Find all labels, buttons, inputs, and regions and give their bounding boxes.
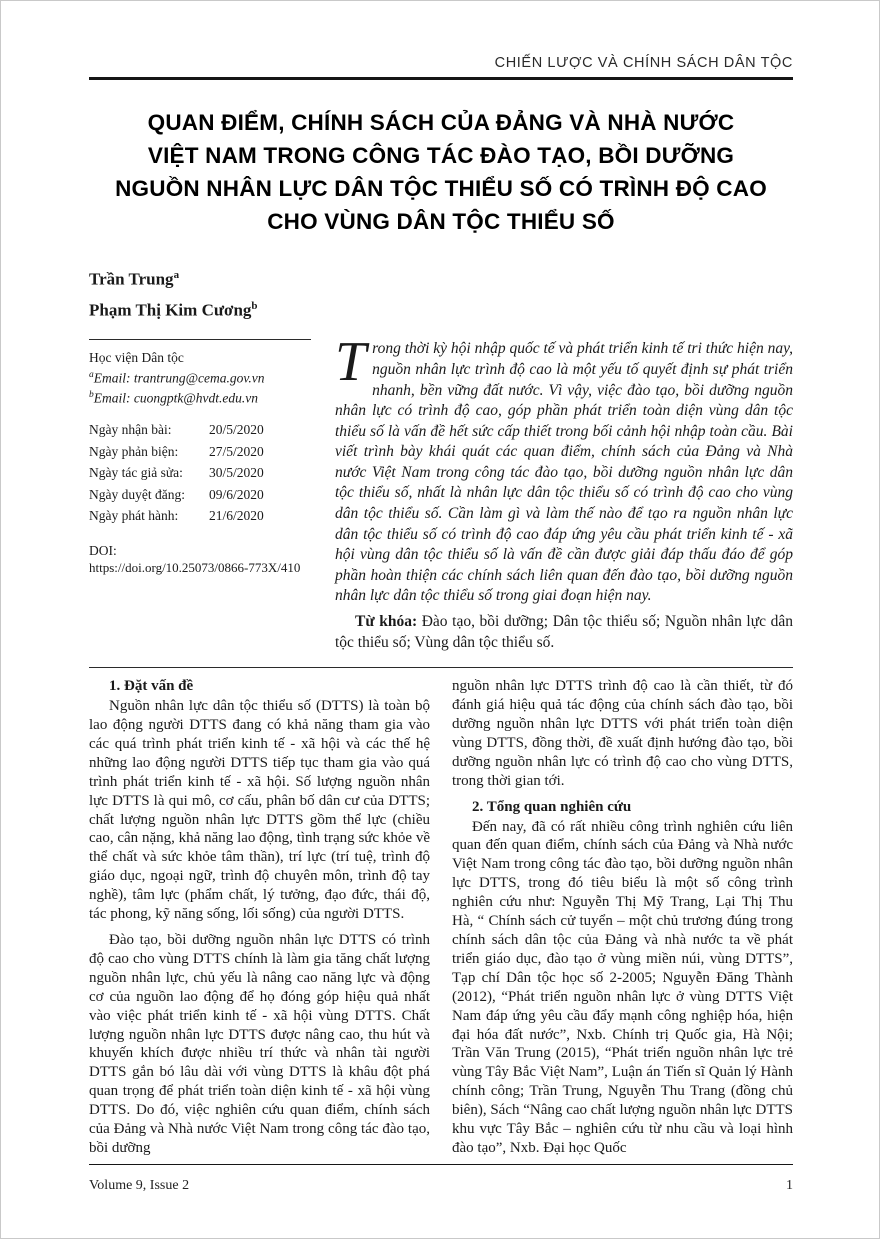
date-row <box>89 484 311 506</box>
journal-running-head: CHIẾN LƯỢC VÀ CHÍNH SÁCH DÂN TỘC <box>494 55 793 71</box>
date-row <box>89 441 311 463</box>
doi-block <box>89 542 311 577</box>
body-paragraph: Đến nay, đã có rất nhiều công trình nghiên cứu liên quan đến quan điểm, chính sách của Đảng và Nhà nước Việt Nam trong công tác đào tạo, bồi dưỡng nguồn nhân lực DTTS, trong đó tiêu biểu là một số công trình nghiên cứu như: Nguyễn Thị Mỹ Trang, Lại Thị Thu Hà, “ Chính sách cử tuyển – một chủ trương đúng trong chính sách dân tộc của Đảng và nhà nước ta về phát triển giáo dục, đào tạo ở vùng miền núi, vùng DTTS”, Tạp chí Dân tộc học số 2-2005; Nguyễn Đăng Thành (2012), “Phát triển nguồn nhân lực ở vùng DTTS Việt Nam đáp ứng yêu cầu đẩy mạnh công nghiệp hóa, hiện đại hóa đất nước”, Nxb. Chính trị Quốc gia, Hà Nội; Trần Văn Trung (2015), “Phát triển nguồn nhân lực trẻ vùng Tây Bắc Việt Nam”, Luận án Tiến sĩ Quản lý Hành chính công; Trần Trung, Nguyễn Thu Trang (đồng chủ biên), Sách “Nâng cao chất lượng nguồn nhân lực DTTS khu vực Tây Bắc – nghiên cứu từ nhu cầu và loại hình đào tạo”, Nxb. Đại học Quốc <box>452 818 793 1156</box>
email-address[interactable]: trantrung@cema.gov.vn <box>133 370 265 386</box>
author-name-text: Trần Trung <box>89 269 174 289</box>
abstract-dropcap: T <box>335 331 367 394</box>
author-name <box>89 293 793 324</box>
article-title-line: NGUỒN NHÂN LỰC DÂN TỘC THIỂU SỐ CÓ TRÌNH ĐỘ CAO <box>115 176 767 201</box>
body-column-left <box>89 677 430 1158</box>
page-footer <box>89 1164 793 1194</box>
article-title <box>89 106 793 238</box>
article-dates <box>89 419 311 527</box>
abstract-body-text: rong thời kỳ hội nhập quốc tế và phát triển kinh tế tri thức hiện nay, nguồn nhân lực trình độ cao là một yếu tố quyết định sự phát triển nhanh, bền vững đất nước. Vì vậy, việc đào tạo, bồi dưỡng nguồn nhân lực có trình độ cao, góp phần phát triển toàn diện vùng dân tộc thiểu số là vấn đề hết sức cấp thiết trong bối cảnh hội nhập toàn cầu. Bài viết trình bày khái quát các quan điểm, chính sách của Đảng và Nhà nước Việt Nam trong công tác đào tạo, bồi dưỡng nguồn nhân lực dân tộc thiểu số, nhất là nhân lực dân tộc thiểu số có trình độ cao cho vùng dân tộc thiểu số. Cần làm gì và làm thế nào để tạo ra nguồn nhân lực dân tộc thiểu số có trình độ cao đáp ứng yêu cầu phát triển kinh tế - xã hội vùng dân tộc thiểu số là vấn đề cần được giải đáp thấu đáo để góp phần hoàn thiện các chính sách liên quan đến đào tạo, bồi dưỡng nguồn nhân lực dân tộc thiểu số trong giai đoạn hiện nay. <box>335 340 793 605</box>
article-title-line: VIỆT NAM TRONG CÔNG TÁC ĐÀO TẠO, BỒI DƯỠNG <box>147 143 735 168</box>
metadata-column <box>89 339 311 653</box>
body-paragraph: Nguồn nhân lực dân tộc thiểu số (DTTS) là toàn bộ lao động người DTTS đang có khả năng tham gia vào các quá trình phát triển kinh tế - xã hội và các thế hệ những lao động người DTTS tiếp tục tham gia vào quá trình phát triển kinh tế - xã hội. Số lượng nguồn nhân lực DTTS là qui mô, cơ cấu, phân bố dân cư của DTTS; chất lượng nguồn nhân lực DTTS gồm thể lực (chiều cao, cân nặng, khả năng lao động, tình trạng sức khỏe về thể chất và sức khỏe tâm thần), trí lực (trí tuệ, trình độ giáo dục, ngoại ngữ, trình độ chuyên môn, trình độ tay nghề), tâm lực (phẩm chất, lý tưởng, đạo đức, thái độ, tác phong, kỹ năng sống, lối sống) của người DTTS. <box>89 698 430 923</box>
section-heading-2: 2. Tổng quan nghiên cứu <box>472 798 632 815</box>
date-value: 21/6/2020 <box>209 508 264 524</box>
header-rule <box>89 77 793 80</box>
keywords-label: Từ khóa: <box>355 613 418 631</box>
article-title-line: QUAN ĐIỂM, CHÍNH SÁCH CỦA ĐẢNG VÀ NHÀ NƯỚC <box>147 110 735 135</box>
abstract-text <box>335 331 793 607</box>
author-name <box>89 262 793 293</box>
body-paragraph-continuation: nguồn nhân lực DTTS trình độ cao là cần thiết, từ đó đánh giá hiệu quả tác động của chính sách đào tạo, bồi dưỡng nguồn nhân lực DTTS với phát triển toàn diện vùng DTTS, đồng thời, đề xuất định hướng đào tạo, bồi dưỡng nguồn nhân lực có trình độ cao cho vùng DTTS, trong thời gian tới. <box>452 678 793 789</box>
date-label: Ngày nhận bài: <box>89 422 172 438</box>
article-title-line: CHO VÙNG DÂN TỘC THIỂU SỐ <box>267 209 615 234</box>
email-sup: a <box>89 370 94 381</box>
author-email[interactable] <box>89 367 311 387</box>
footer-row <box>89 1178 793 1194</box>
section-divider-rule <box>89 667 793 668</box>
author-list <box>89 262 793 323</box>
section-heading-1: 1. Đặt vấn đề <box>109 678 194 695</box>
date-value: 27/5/2020 <box>209 443 264 459</box>
keywords <box>335 612 793 653</box>
author-email[interactable] <box>89 387 311 407</box>
doi-label: DOI: <box>89 542 117 558</box>
date-label: Ngày phát hành: <box>89 508 179 524</box>
article-body <box>89 677 793 1158</box>
date-row <box>89 419 311 441</box>
email-address[interactable]: cuongptk@hvdt.edu.vn <box>133 390 259 406</box>
date-row <box>89 505 311 527</box>
affiliation: Học viện Dân tộc <box>89 350 184 366</box>
email-sup: b <box>89 389 94 400</box>
abstract-section <box>335 331 793 653</box>
date-label: Ngày phản biện: <box>89 443 179 459</box>
email-label: Email: <box>93 390 134 406</box>
doi-link[interactable]: https://doi.org/10.25073/0866-773X/410 <box>89 559 301 575</box>
keywords-text: Đào tạo, bồi dưỡng; Dân tộc thiểu số; Nguồn nhân lực dân tộc thiểu số; Vùng dân tộc thiểu số. <box>335 613 793 651</box>
email-label: Email: <box>93 370 134 386</box>
body-paragraph: Đào tạo, bồi dưỡng nguồn nhân lực DTTS có trình độ cao cho vùng DTTS chính là làm gia tăng chất lượng nguồn nhân lực, chủ yếu là nâng cao năng lực và động cơ của nguồn lao động để họ đóng góp hiệu quả nhất vào việc phát triển kinh tế - xã hội vùng DTTS. Chất lượng nguồn nhân lực DTTS được nâng cao, thu hút và khuyến khích được nhiều trí thức và nhân tài người DTTS gắn bó lâu dài với vùng DTTS là khâu đột phá quan trọng để phát triển toàn diện kinh tế - xã hội vùng DTTS. Do đó, việc nghiên cứu quan điểm, chính sách của Đảng và Nhà nước Việt Nam trong công tác đào tạo, bồi dưỡng <box>89 932 430 1156</box>
date-value: 20/5/2020 <box>209 422 264 438</box>
footer-rule <box>89 1164 793 1165</box>
author-name-text: Phạm Thị Kim Cương <box>89 300 252 320</box>
date-value: 09/6/2020 <box>209 486 264 502</box>
date-label: Ngày tác giả sửa: <box>89 465 183 481</box>
volume-issue: Volume 9, Issue 2 <box>89 1178 190 1193</box>
author-affiliation-mark: a <box>173 269 180 281</box>
metadata-abstract-row <box>89 331 793 653</box>
page-number: 1 <box>786 1178 793 1193</box>
date-label: Ngày duyệt đăng: <box>89 486 185 502</box>
date-row <box>89 462 311 484</box>
author-affiliation-mark: b <box>251 299 258 312</box>
date-value: 30/5/2020 <box>209 465 264 481</box>
body-column-right <box>452 677 793 1158</box>
